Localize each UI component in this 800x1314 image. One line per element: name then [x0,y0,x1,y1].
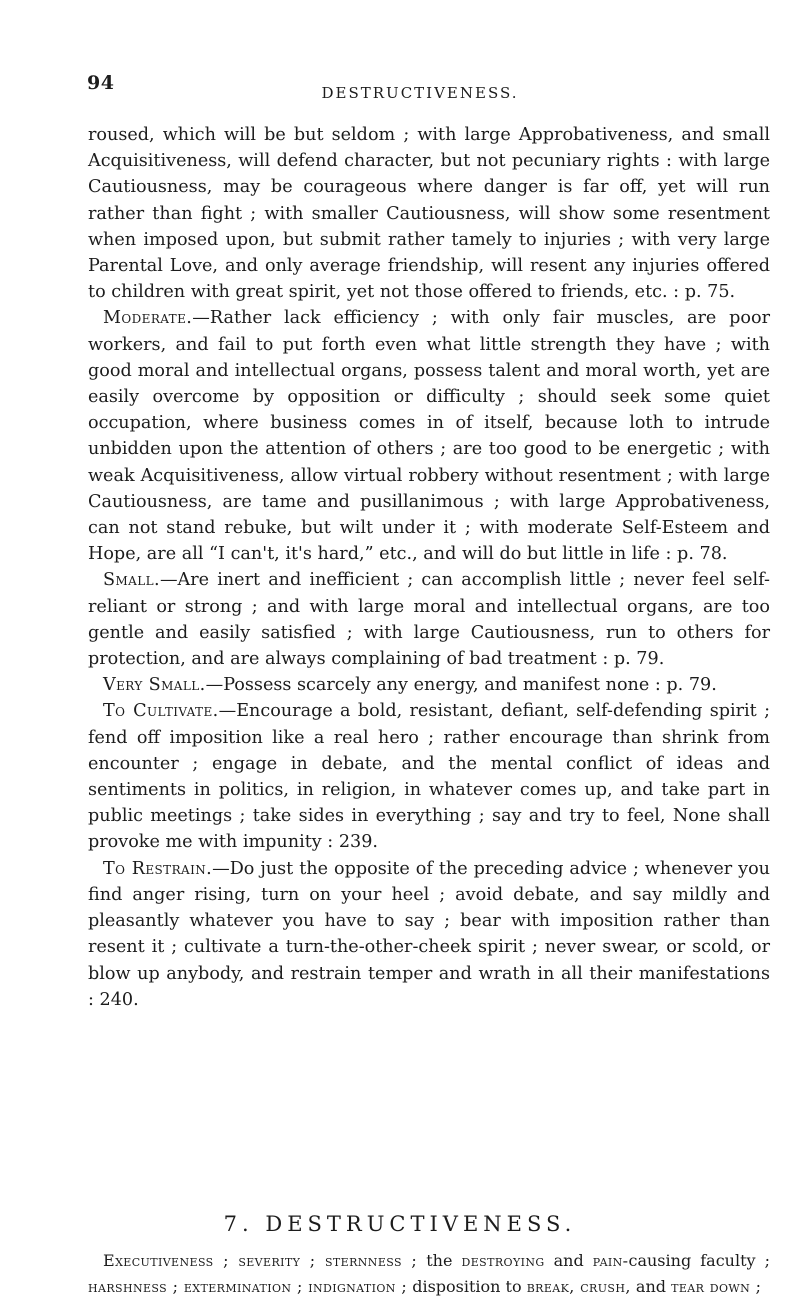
section-heading: 7. DESTRUCTIVENESS. [223,1212,577,1236]
paragraph-to-cultivate [88,698,770,855]
paragraph-very-small [88,672,770,698]
paragraph-to-restrain [88,856,770,1013]
definition-word: the [426,1251,453,1270]
definition-word: causing faculty ; [628,1251,770,1270]
very-small-label: Very Small. [103,675,206,696]
definition-lead: Executiveness ; severity ; sternness ; [103,1251,418,1270]
definition-paragraph [88,1248,770,1300]
running-head: DESTRUCTIVENESS. [321,84,519,102]
definition-word: and [635,1277,667,1296]
definition-caps: break, crush, [526,1277,631,1296]
moderate-label: Moderate. [103,308,193,329]
to-restrain-text: —Do just the opposite of the preceding advice ; whenever you find anger rising, turn on your heel ; avoid debate, and say mildly and pleasantly whatever you have to say ; bear with imposition rather than resent it ; cultivate a turn-the-other-cheek spirit ; never swear, or scold, or blow up anybody, and restrain temper and wrath in all their manifestations : 240. [88,858,770,1010]
paragraph-small [88,567,770,672]
section-definition [88,1248,770,1300]
body-text [88,122,770,1013]
definition-caps: destroying [461,1251,545,1270]
paragraph-moderate [88,305,770,567]
definition-caps: harshness ; extermination ; indignation ; [88,1277,408,1296]
small-text: —Are inert and inefficient ; can accomplish little ; never feel self-reliant or strong ; and with large moral and intellectual organs, are too gentle and easily satisfied ; with large Cautiousness, run to others for protection, and are always complaining of bad treatment : p. 79. [88,570,770,670]
definition-word: and [553,1251,584,1270]
definition-word: disposition to [412,1277,522,1296]
definition-caps: tear down ; [671,1277,762,1296]
to-cultivate-text: —Encourage a bold, resistant, defiant, self-defending spirit ; fend off imposition like a real hero ; rather encourage than shrink from encounter ; engage in debate, and the mental conflict of ideas and sentiments in politics, in religion, in whatever comes up, and take part in public meetings ; take sides in everything ; say and try to feel, None shall provoke me with impunity : 239. [88,701,770,853]
to-cultivate-label: To Cultivate. [103,701,219,722]
to-restrain-label: To Restrain. [103,858,213,879]
very-small-text: —Possess scarcely any energy, and manifest none : p. 79. [205,675,717,696]
page-number: 94 [87,72,115,94]
moderate-text: —Rather lack efficiency ; with only fair muscles, are poor workers, and fail to put forth even what little strength they have ; with good moral and intellectual organs, possess talent and moral worth, yet are easily overcome by opposition or difficulty ; should seek some quiet occupation, where business comes in of itself, because loth to intrude unbidden upon the attention of others ; are too good to be energetic ; with weak Acquisitiveness, allow virtual robbery without resentment ; with large Cautiousness, are tame and pusillanimous ; with large Approbativeness, can not stand rebuke, but wilt under it ; with moderate Self-Esteem and Hope, are all “I can't, it's hard,” etc., and will do but little in life : p. 78. [88,308,770,565]
paragraph-continuation: roused, which will be but seldom ; with large Approbativeness, and small Acquisitiveness, will defend character, but not pecuniary rights : with large Cautiousness, may be courageous where danger is far off, yet will run rather than fight ; with smaller Cautiousness, will show some resentment when imposed upon, but submit rather tamely to injuries ; with very large Parental Love, and only average friendship, will resent any injuries offered to children with great spirit, yet not those offered to friends, etc. : p. 75. [88,125,770,303]
small-label: Small. [103,570,160,591]
definition-caps: pain- [592,1251,629,1270]
